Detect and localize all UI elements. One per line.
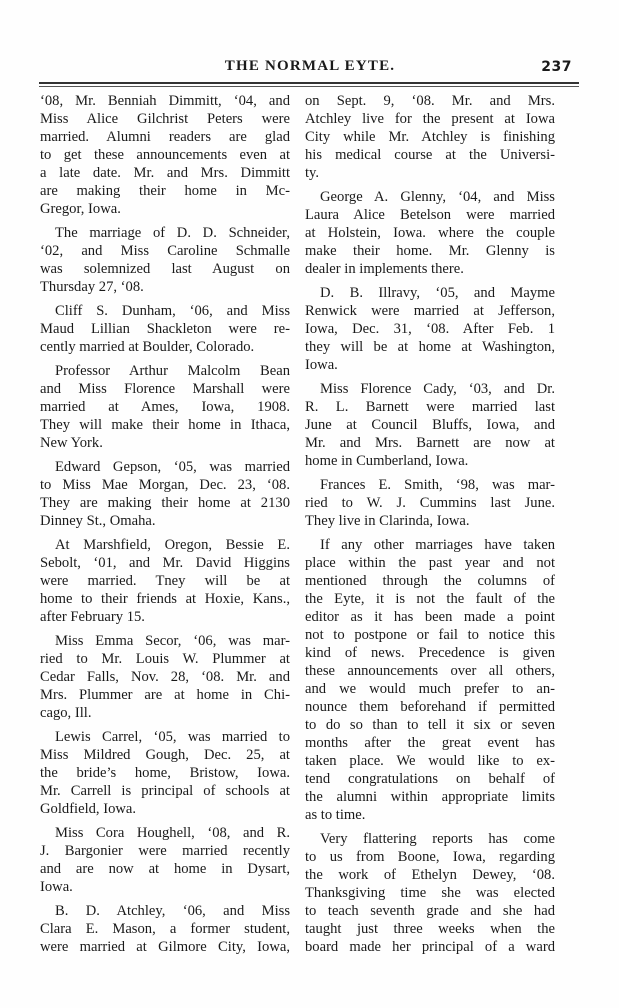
text-line: If any other marriages have taken (320, 537, 555, 553)
text-line: the work of Ethelyn Dewey, ‘08. (305, 867, 555, 883)
running-head (40, 58, 580, 80)
text-line: George A. Glenny, ‘04, and Miss (320, 189, 555, 205)
text-line: nounce them beforehand if permitted (305, 699, 555, 715)
text-line: tend congratulations on behalf of (305, 771, 555, 787)
text-line: Thanksgiving time she was elected (305, 885, 555, 901)
text-line: Laura Alice Betelson were married (305, 207, 555, 223)
text-line: B. D. Atchley, ‘06, and Miss (55, 903, 290, 919)
text-line: ‘02, and Miss Caroline Schmalle (40, 243, 290, 259)
journal-title: THE NORMAL EYTE. (224, 58, 396, 74)
text-line: Iowa. (305, 357, 338, 373)
article-paragraph (40, 224, 290, 296)
article-paragraph (40, 728, 290, 818)
text-line: his medical course at the Universi- (305, 147, 555, 163)
text-line: the bride’s home, Bristow, Iowa. (40, 765, 290, 781)
article-paragraph (40, 92, 290, 218)
text-line: Frances E. Smith, ‘98, was mar- (320, 477, 555, 493)
text-line: to us from Boone, Iowa, regarding (305, 849, 555, 865)
text-line: Mrs. Plummer are at home in Chi- (40, 687, 290, 703)
text-line: Lewis Carrel, ‘05, was married to (55, 729, 290, 745)
text-line: home to their friends at Hoxie, Kans., (40, 591, 290, 607)
text-line: board made her principal of a ward (305, 939, 555, 955)
article-paragraph (305, 92, 555, 182)
text-line: Miss Cora Houghell, ‘08, and R. (55, 825, 290, 841)
text-line: New York. (40, 435, 103, 451)
article-paragraph (305, 188, 555, 278)
text-line: Mr. and Mrs. Barnett are now at (305, 435, 555, 451)
text-line: cago, Ill. (40, 705, 92, 721)
text-line: City while Mr. Atchley is finishing (305, 129, 555, 145)
article-paragraph (40, 902, 290, 956)
text-line: months after the great event has (305, 735, 555, 751)
text-line: Edward Gepson, ‘05, was married (55, 459, 290, 475)
text-line: June at Council Bluffs, Iowa, and (305, 417, 555, 433)
text-line: Maud Lillian Shackleton were re- (40, 321, 290, 337)
text-line: make their home. Mr. Glenny is (305, 243, 555, 259)
text-line: ty. (305, 165, 320, 181)
article-paragraph (305, 536, 555, 824)
text-line: taken place. We would like to ex- (305, 753, 555, 769)
article-paragraph (40, 302, 290, 356)
left-column (40, 92, 290, 962)
article-paragraph (40, 632, 290, 722)
text-line: R. L. Barnett were married last (305, 399, 555, 415)
text-line: Miss Florence Cady, ‘03, and Dr. (320, 381, 555, 397)
text-line: to do so than to tell it six or seven (305, 717, 555, 733)
text-line: the alumni within appropriate limits (305, 789, 555, 805)
article-paragraph (305, 476, 555, 530)
text-line: were married. Tney will be at (40, 573, 290, 589)
text-line: to Miss Mae Morgan, Dec. 23, ‘08. (40, 477, 290, 493)
text-line: Dinney St., Omaha. (40, 513, 156, 529)
text-line: Professor Arthur Malcolm Bean (55, 363, 290, 379)
text-line: ried to Mr. Louis W. Plummer at (40, 651, 290, 667)
text-line: Iowa, Dec. 31, ‘08. After Feb. 1 (305, 321, 555, 337)
text-line: Renwick were married at Jefferson, (305, 303, 555, 319)
article-paragraph (40, 536, 290, 626)
text-line: married. Alumni readers are glad (40, 129, 290, 145)
text-line: D. B. Illravy, ‘05, and Mayme (320, 285, 555, 301)
text-line: to teach seventh grade and she had (305, 903, 555, 919)
text-line: on Sept. 9, ‘08. Mr. and Mrs. (305, 93, 555, 109)
text-line: are making their home in Mc- (40, 183, 290, 199)
text-line: these announcements over all others, (305, 663, 555, 679)
text-line: They live in Clarinda, Iowa. (305, 513, 470, 529)
text-line: Cedar Falls, Nov. 28, ‘08. Mr. and (40, 669, 290, 685)
text-line: Miss Mildred Gough, Dec. 25, at (40, 747, 290, 763)
text-line: cently married at Boulder, Colorado. (40, 339, 255, 355)
article-paragraph (40, 824, 290, 896)
text-line: mentioned through the columns of (305, 573, 555, 589)
text-line: editor as it has been made a point (305, 609, 555, 625)
article-paragraph (305, 284, 555, 374)
text-line: a late date. Mr. and Mrs. Dimmitt (40, 165, 290, 181)
text-line: home in Cumberland, Iowa. (305, 453, 469, 469)
text-line: J. Bargonier were married recently (40, 843, 290, 859)
text-line: Clara E. Mason, a former student, (40, 921, 290, 937)
text-line: and we would much prefer to an- (305, 681, 555, 697)
text-line: Very flattering reports has come (320, 831, 555, 847)
text-line: ‘08, Mr. Benniah Dimmitt, ‘04, and (40, 93, 290, 109)
text-line: Atchley live for the present at Iowa (305, 111, 555, 127)
text-line: Goldfield, Iowa. (40, 801, 137, 817)
text-line: They will make their home in Ithaca, (40, 417, 290, 433)
text-line: Thursday 27, ‘08. (40, 279, 144, 295)
right-column (305, 92, 555, 962)
text-line: as to time. (305, 807, 366, 823)
text-line: the Eyte, it is not the fault of the (305, 591, 555, 607)
text-line: married at Ames, Iowa, 1908. (40, 399, 290, 415)
text-line: Cliff S. Dunham, ‘06, and Miss (55, 303, 290, 319)
text-line: Gregor, Iowa. (40, 201, 121, 217)
article-paragraph (40, 362, 290, 452)
article-paragraph (305, 830, 555, 956)
header-double-rule (39, 82, 579, 87)
text-line: At Marshfield, Oregon, Bessie E. (55, 537, 290, 553)
text-line: Sebolt, ‘01, and Mr. David Higgins (40, 555, 290, 571)
article-paragraph (305, 380, 555, 470)
text-line: and are now at home in Dysart, (40, 861, 290, 877)
text-line: dealer in implements there. (305, 261, 464, 277)
text-line: They are making their home at 2130 (40, 495, 290, 511)
text-line: after February 15. (40, 609, 145, 625)
text-line: to get these announcements even at (40, 147, 290, 163)
page-number: 237 (541, 59, 572, 75)
text-line: taught just three weeks when the (305, 921, 555, 937)
text-line: they will be at home at Washington, (305, 339, 555, 355)
text-line: Miss Alice Gilchrist Peters were (40, 111, 290, 127)
text-line: Mr. Carrell is principal of schools at (40, 783, 290, 799)
text-line: Iowa. (40, 879, 73, 895)
text-line: at Holstein, Iowa. where the couple (305, 225, 555, 241)
article-paragraph (40, 458, 290, 530)
text-line: were married at Gilmore City, Iowa, (40, 939, 290, 955)
text-line: ried to W. J. Cummins last June. (305, 495, 555, 511)
text-line: not to postpone or fail to notice this (305, 627, 555, 643)
text-line: was solemnized last August on (40, 261, 290, 277)
text-line: kind of news. Precedence is given (305, 645, 555, 661)
text-line: place within the past year and not (305, 555, 555, 571)
text-line: The marriage of D. D. Schneider, (55, 225, 290, 241)
text-line: Miss Emma Secor, ‘06, was mar- (55, 633, 290, 649)
text-line: and Miss Florence Marshall were (40, 381, 290, 397)
